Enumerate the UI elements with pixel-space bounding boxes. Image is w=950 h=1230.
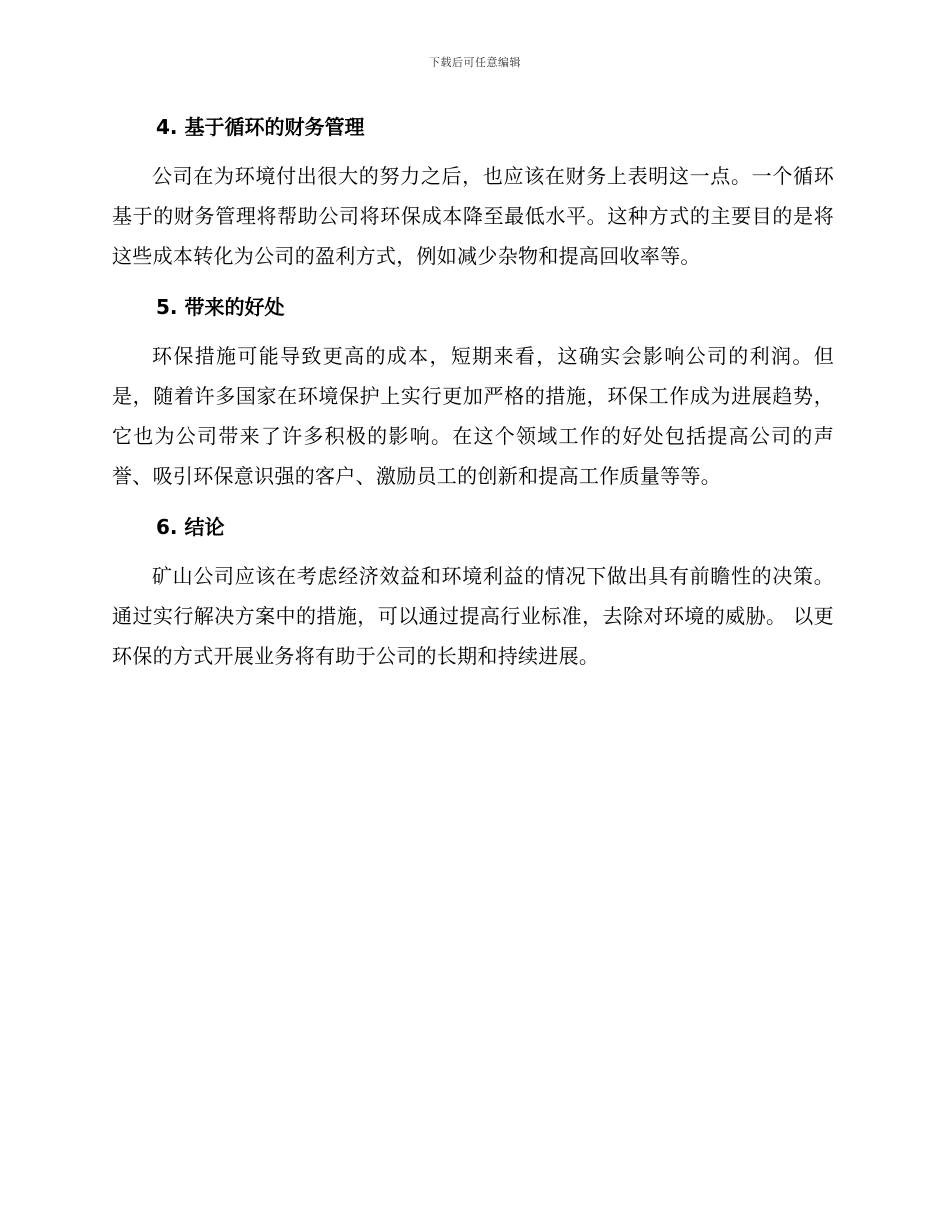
section-heading: 4. 基于循环的财务管理 — [156, 115, 365, 139]
section-benefits — [112, 290, 834, 496]
section-paragraph: 环保措施可能导致更高的成本，短期来看，这确实会影响公司的利润。但是，随着许多国家在环境保护上实行更加严格的措施，环保工作成为进展趋势，它也为公司带来了许多积极的影响。在这个领域工作的好处包括提高公司的声誉、吸引环保意识强的客户、激励员工的创新和提高工作质量等等。 — [112, 344, 834, 488]
section-heading: 6. 结论 — [156, 515, 225, 539]
section-financial-management — [112, 110, 834, 276]
document-body — [112, 110, 834, 690]
section-heading: 5. 带来的好处 — [156, 295, 285, 319]
page-header: 下载后可任意编辑 — [429, 56, 521, 69]
section-paragraph: 公司在为环境付出很大的努力之后，也应该在财务上表明这一点。一个循环基于的财务管理将帮助公司将环保成本降至最低水平。这种方式的主要目的是将这些成本转化为公司的盈利方式，例如减少杂物和提高回收率等。 — [112, 164, 834, 268]
section-paragraph: 矿山公司应该在考虑经济效益和环境利益的情况下做出具有前瞻性的决策。 通过实行解决方案中的措施，可以通过提高行业标准，去除对环境的威胁。 以更环保的方式开展业务将有助于公司的长期和持续进展。 — [112, 564, 834, 668]
section-conclusion — [112, 510, 834, 676]
